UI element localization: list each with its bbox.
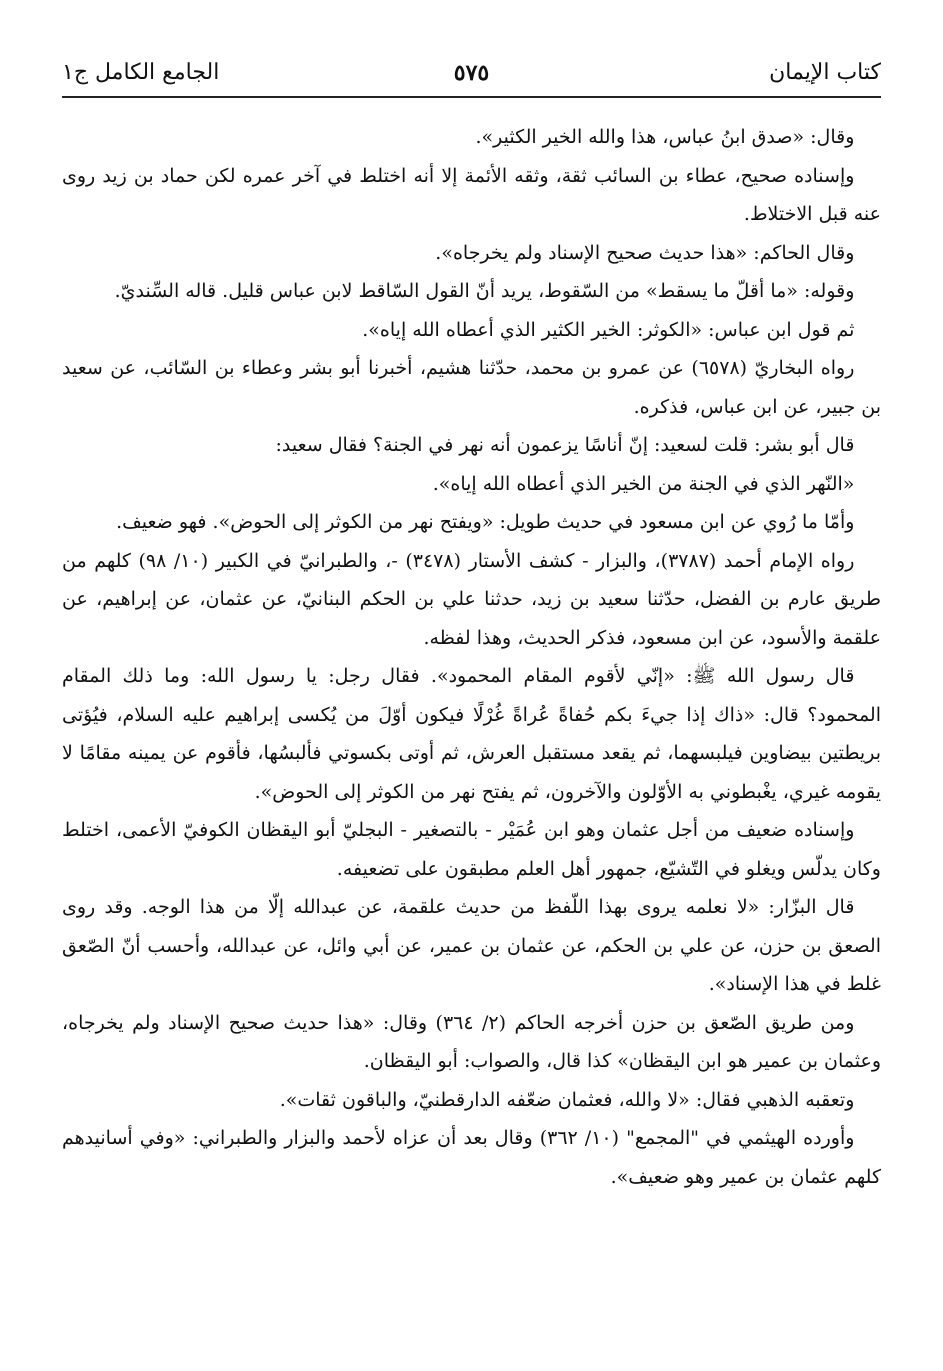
paragraph: ثم قول ابن عباس: «الكوثر: الخير الكثير الذي أعطاه الله إياه». — [362, 318, 855, 341]
quoted-paragraph: «النّهر الذي في الجنة من الخير الذي أعطاه الله إياه». — [432, 472, 855, 495]
paragraph: قال أبو بشر: قلت لسعيد: إنّ أناسًا يزعمون أنه نهر في الجنة؟ فقال سعيد: — [275, 434, 855, 456]
paragraph: وقوله: «ما أقلّ ما يسقط» من السّقوط، يريد أنّ القول السّاقط لابن عباس قليل. قاله السِّنديّ. — [114, 280, 855, 302]
paragraph: وإسناده صحيح، عطاء بن السائب ثقة، وثقه الأئمة إلا أنه اختلط في آخر عمره لكن حماد بن زيد روى عنه قبل الاختلاط. — [62, 164, 881, 225]
page-header — [62, 52, 881, 96]
chapter-title: كتاب الإيمان — [769, 60, 881, 85]
paragraph: رواه البخاريّ (٦٥٧٨) عن عمرو بن محمد، حدّثنا هشيم، أخبرنا أبو بشر وعطاء بن السّائب، عن سعيد بن جبير، عن ابن عباس، فذكره. — [62, 357, 881, 418]
paragraph: وقال: «صدق ابنُ عباس، هذا والله الخير الكثير». — [475, 126, 855, 148]
paragraph: وأمّا ما رُوي عن ابن مسعود في حديث طويل: «ويفتح نهر من الكوثر إلى الحوض». فهو ضعيف. — [116, 511, 855, 533]
page-body — [62, 118, 881, 1196]
book-title: الجامع الكامل ج١ — [62, 60, 220, 85]
paragraph: ومن طريق الصّعق بن حزن أخرجه الحاكم (٢/ ٣٦٤) وقال: «هذا حديث صحيح الإسناد ولم يخرجاه، وعثمان بن عمير هو ابن اليقظان» كذا قال، والصواب: أبو اليقظان. — [62, 1011, 881, 1072]
paragraph: وأورده الهيثمي في "المجمع" (١٠/ ٣٦٢) وقال بعد أن عزاه لأحمد والبزار والطبراني: «وفي أسانيدهم كلهم عثمان بن عمير وهو ضعيف». — [62, 1127, 881, 1188]
paragraph: رواه الإمام أحمد (٣٧٨٧)، والبزار - كشف الأستار (٣٤٧٨) -، والطبرانيّ في الكبير (١٠/ ٩٨) كلهم من طريق عارم بن الفضل، حدّثنا سعيد بن زيد، حدثنا علي بن الحكم البنانيّ، عن عثمان، عن إبراهيم، عن علقمة والأسود، عن ابن مسعود، فذكر الحديث، وهذا لفظه. — [62, 549, 881, 649]
paragraph: قال رسول الله ﷺ: «إنّي لأقوم المقام المحمود». فقال رجل: يا رسول الله: وما ذلك المقام المحمود؟ قال: «ذاك إذا جيءَ بكم حُفاةً عُراةً غُرْلًا فيكون أوّلَ من يُكسى إبراهيم عليه السلام، فيُؤتى بريطتين بيضاوين فيلبسهما، ثم يقعد مستقبل العرش، ثم أوتى بكسوتي فألبسُها، فأقوم عن يمينه مقامًا لا يقومه غيري، يغْبطوني به الأوّلون والآخرون، ثم يفتح نهر من الكوثر إلى الحوض». — [62, 665, 881, 803]
header-rule — [62, 96, 881, 98]
paragraph: قال البزّار: «لا نعلمه يروى بهذا اللّفظ من حديث علقمة، عن عبدالله إلّا من هذا الوجه. وقد روى الصعق بن حزن، عن علي بن الحكم، عن عثمان بن عمير، عن أبي وائل، عن عبدالله، وأحسب أنّ الصّعق غلط في هذا الإسناد». — [62, 896, 881, 995]
paragraph: وتعقبه الذهبي فقال: «لا والله، فعثمان ضعّفه الدارقطنيّ، والباقون ثقات». — [279, 1088, 855, 1111]
paragraph: وإسناده ضعيف من أجل عثمان وهو ابن عُمَيْر - بالتصغير - البجليّ أبو اليقظان الكوفيّ الأعمى، اختلط وكان يدلّس ويغلو في التّشيّع، جمهور أهل العلم مطبقون على تضعيفه. — [62, 819, 881, 880]
paragraph: وقال الحاكم: «هذا حديث صحيح الإسناد ولم يخرجاه». — [435, 241, 855, 264]
page-number: ٥٧٥ — [453, 60, 490, 86]
